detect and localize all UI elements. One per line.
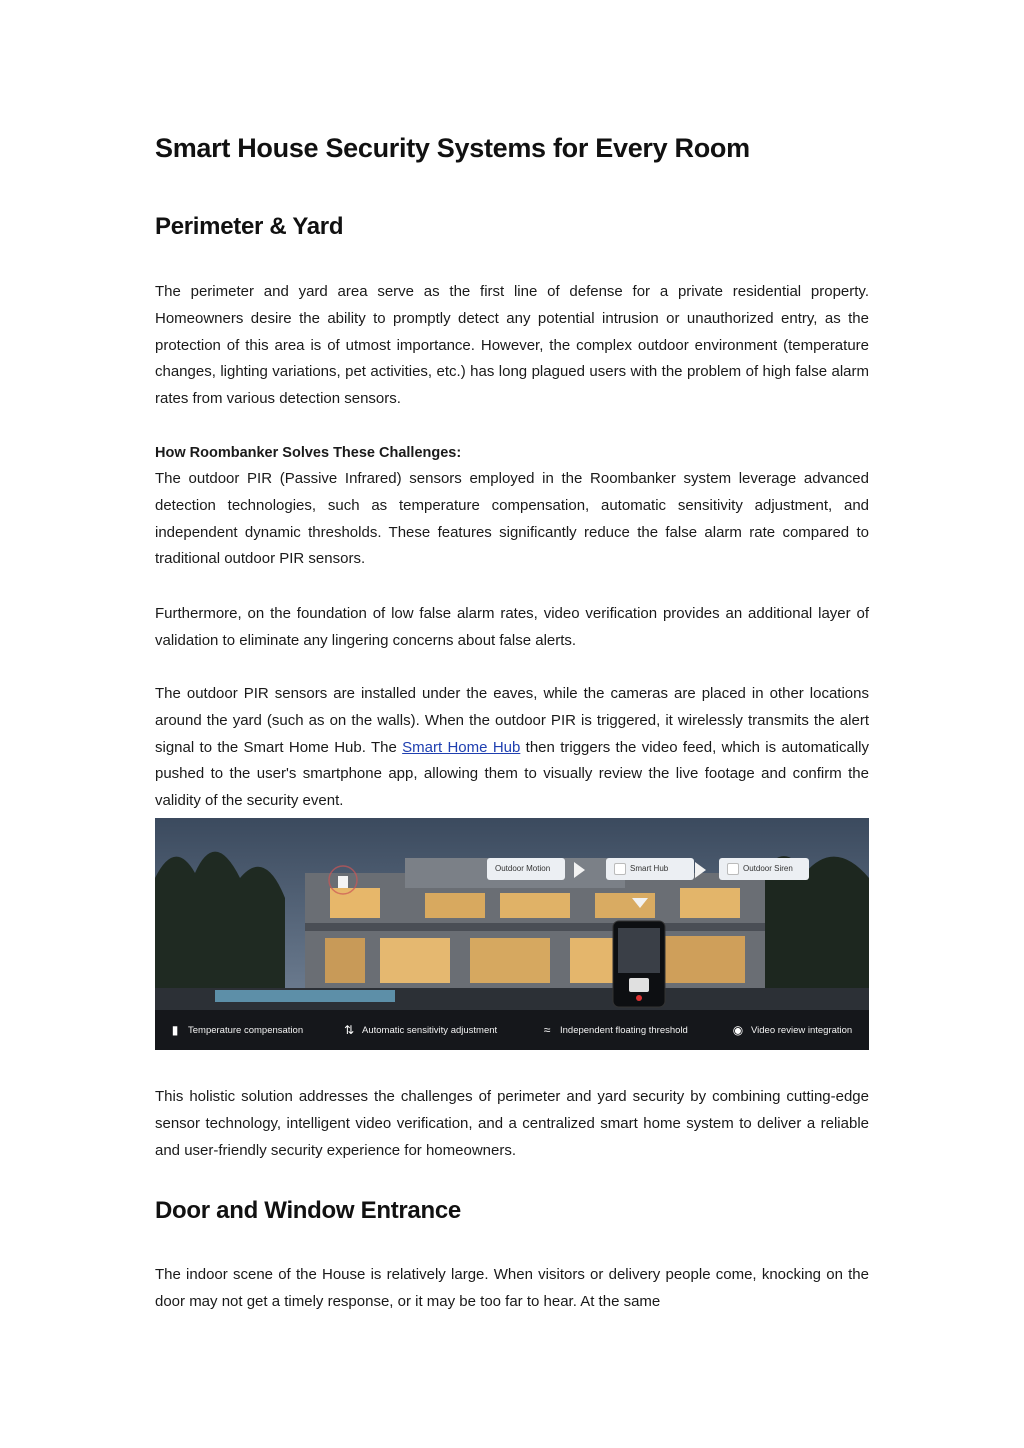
threshold-icon: ≈ [543, 1023, 551, 1038]
hub-icon [614, 863, 626, 875]
sliders-icon: ⇅ [343, 1023, 355, 1038]
paragraph-text: then triggers the video feed, which is automatically pushed to the user's smartphone app, allowing them to visually review the live footage and confirm the validity of the security event. [155, 738, 869, 810]
thermometer-icon: ▮ [171, 1023, 179, 1038]
flow-step-label: Smart Hub [630, 864, 669, 873]
paragraph-text: The outdoor PIR sensors are installed under the eaves, while the cameras are placed in other locations around the yard (such as on the walls). When the outdoor PIR is triggered, it wirelessly transmits the alert signal to the Smart Home Hub. The [155, 685, 869, 756]
feature-label: Temperature compensation [188, 1025, 304, 1036]
feature-item [730, 1022, 852, 1040]
paragraph: Furthermore, on the foundation of low false alarm rates, video verification provides an additional layer of validation to eliminate any lingering concerns about false alerts. [155, 605, 869, 649]
paragraph: The indoor scene of the House is relatively large. When visitors or delivery people come, knocking on the door may not get a timely response, or it may be too far to hear. At the same [155, 1266, 869, 1310]
feature-item [341, 1022, 497, 1040]
flow-arrow-icon [574, 862, 585, 878]
section-heading-perimeter: Perimeter & Yard [155, 213, 344, 240]
section-heading-door-window: Door and Window Entrance [155, 1197, 461, 1224]
flow-step-label: Outdoor Siren [743, 864, 793, 873]
camera-icon: ◉ [732, 1023, 744, 1038]
paragraph: This holistic solution addresses the challenges of perimeter and yard security by combining cutting-edge sensor technology, intelligent video verification, and a centralized smart home system to deliver a reliable and user-friendly security experience for homeowners. [155, 1088, 869, 1159]
page-title: Smart House Security Systems for Every Room [155, 133, 750, 163]
feature-label: Independent floating threshold [560, 1025, 688, 1036]
down-arrow-icon [632, 898, 648, 908]
smart-home-hub-link[interactable]: Smart Home Hub [402, 738, 521, 756]
house-scene-image [155, 818, 869, 1010]
flow-step-outdoor-motion: Outdoor Motion [487, 858, 565, 880]
subheading: How Roombanker Solves These Challenges: [155, 445, 462, 461]
feature-label: Automatic sensitivity adjustment [362, 1025, 498, 1036]
siren-icon [727, 863, 739, 875]
feature-legend [155, 1010, 869, 1050]
flow-step-smart-hub [606, 858, 694, 880]
paragraph: The perimeter and yard area serve as the first line of defense for a private residential property. Homeowners desire the ability to promptly detect any potential intrusion or unauthorized entry, as the protection of this area is of utmost importance. However, the complex outdoor environment (temperature changes, lighting variations, pet activities, etc.) has long plagued users with the problem of high false alarm rates from various detection sensors. [155, 283, 869, 408]
flow-step-outdoor-siren [719, 858, 809, 880]
flow-arrow-icon [695, 862, 706, 878]
paragraph: The outdoor PIR (Passive Infrared) sensors employed in the Roombanker system leverage advanced detection technologies, such as temperature compensation, automatic sensitivity adjustment, and independent dynamic thresholds. These features significantly reduce the false alarm rate compared to traditional outdoor PIR sensors. [155, 470, 869, 568]
feature-item [167, 1022, 303, 1040]
feature-item [539, 1022, 688, 1040]
paragraph [155, 681, 869, 815]
perimeter-illustration [155, 818, 869, 1050]
feature-label: Video review integration [751, 1025, 853, 1036]
